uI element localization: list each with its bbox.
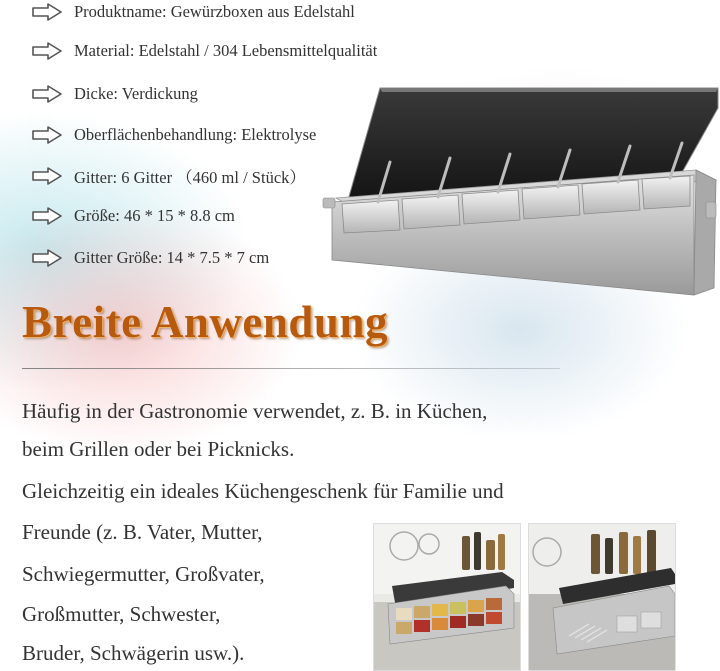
spec-item	[32, 82, 198, 106]
spec-text: Dicke: Verdickung	[74, 84, 198, 103]
spec-item	[32, 164, 306, 188]
description-line: Häufig in der Gastronomie verwendet, z. B. in Küchen,	[22, 399, 488, 423]
arrow-right-icon	[32, 249, 62, 267]
spec-item	[32, 0, 355, 24]
spec-text: Oberflächenbehandlung: Elektrolyse	[74, 125, 317, 144]
spec-item	[32, 246, 269, 270]
description-line: Bruder, Schwägerin usw.).	[22, 641, 245, 665]
arrow-right-icon	[32, 42, 62, 60]
arrow-right-icon	[32, 3, 62, 21]
headline-divider	[22, 368, 560, 369]
spec-text: Gitter: 6 Gitter （460 ml / Stück）	[74, 168, 306, 187]
description-line: Schwiegermutter, Großvater,	[22, 562, 265, 586]
usage-photo-counter	[528, 523, 676, 671]
arrow-right-icon	[32, 167, 62, 185]
arrow-right-icon	[32, 126, 62, 144]
description-line: Gleichzeitig ein ideales Küchengeschenk für Familie und	[22, 479, 504, 503]
arrow-right-icon	[32, 207, 62, 225]
description-line: Großmutter, Schwester,	[22, 602, 221, 626]
arrow-right-icon	[32, 85, 62, 103]
spec-text: Material: Edelstahl / 304 Lebensmittelqualität	[74, 41, 378, 60]
product-image	[318, 80, 720, 302]
spec-text: Größe: 46 * 15 * 8.8 cm	[74, 206, 235, 225]
spec-text: Produktname: Gewürzboxen aus Edelstahl	[74, 2, 355, 21]
usage-photo-spices	[373, 523, 521, 671]
description-line: beim Grillen oder bei Picknicks.	[22, 437, 295, 461]
section-headline: Breite Anwendung	[22, 297, 388, 347]
spec-item	[32, 204, 235, 228]
spec-text: Gitter Größe: 14 * 7.5 * 7 cm	[74, 248, 270, 267]
spec-item	[32, 123, 316, 147]
spec-item	[32, 39, 377, 63]
description-line: Freunde (z. B. Vater, Mutter,	[22, 520, 263, 544]
